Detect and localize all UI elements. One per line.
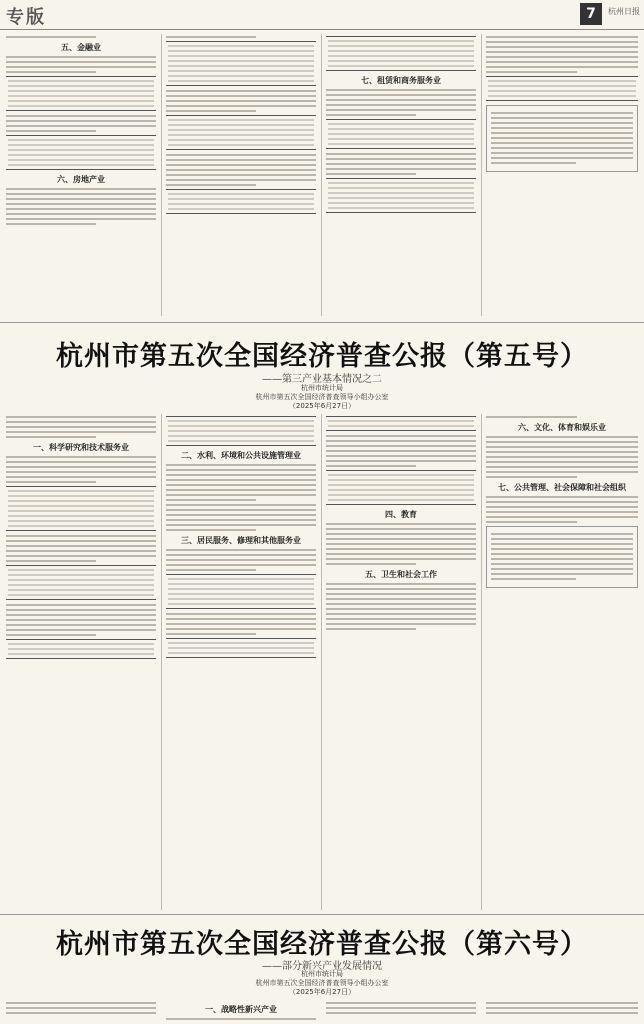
paragraph [486, 1002, 638, 1014]
bulletin-6-issuer-office: 杭州市第五次全国经济普查领导小组办公室 [255, 979, 389, 987]
column-divider [481, 414, 482, 910]
paragraph [326, 153, 476, 175]
bottom-column-1 [6, 1000, 156, 1022]
bulletin-6-date: （2025年6月27日） [288, 988, 356, 996]
paragraph [166, 613, 316, 635]
upper-column-1 [6, 34, 156, 316]
paragraph [486, 36, 638, 73]
masthead [0, 0, 644, 30]
paragraph [166, 549, 316, 571]
page-number: 7 [580, 3, 602, 25]
paragraph [166, 1018, 316, 1020]
data-table [166, 574, 316, 609]
column-divider [321, 414, 322, 910]
bulletin-5-issuer-office: 杭州市第五次全国经济普查领导小组办公室 [255, 393, 389, 401]
paragraph [6, 1002, 156, 1014]
bottom-column-2 [166, 1000, 316, 1022]
bottom-column-4 [486, 1000, 638, 1022]
paragraph [6, 535, 156, 562]
bulletin-5-date: （2025年6月27日） [288, 402, 356, 410]
bulletin-6-subtitle: ——部分新兴产业发展情况 [262, 961, 382, 972]
paragraph [6, 115, 156, 132]
data-table [166, 41, 316, 86]
section-heading: 七、公共管理、社会保障和社会组织 [498, 483, 626, 492]
data-table [166, 416, 316, 446]
paragraph [166, 154, 316, 186]
paragraph [166, 464, 316, 501]
section-tag: 专版 [6, 7, 46, 28]
data-table [6, 76, 156, 111]
column-divider [161, 414, 162, 910]
data-table [166, 638, 316, 658]
bulletin-5-issuer: 杭州市统计局 [301, 384, 343, 392]
section-heading: 五、金融业 [61, 43, 101, 52]
upper-column-2 [166, 34, 316, 316]
section-heading: 五、卫生和社会工作 [365, 570, 437, 579]
bulletin-6-issuer: 杭州市统计局 [301, 970, 343, 978]
middle-column-3 [326, 414, 476, 910]
paragraph [6, 456, 156, 483]
paragraph [326, 89, 476, 116]
section-rule [0, 914, 644, 915]
data-table [6, 135, 156, 170]
paragraph [486, 436, 638, 478]
section-heading: 三、居民服务、修理和其他服务业 [181, 536, 301, 545]
section-heading: 一、科学研究和技术服务业 [33, 443, 129, 452]
paragraph [486, 416, 638, 418]
middle-column-2 [166, 414, 316, 910]
paragraph [6, 56, 156, 73]
section-heading: 四、教育 [385, 510, 417, 519]
column-divider [481, 34, 482, 316]
paragraph [326, 523, 476, 565]
section-heading: 七、租赁和商务服务业 [361, 76, 441, 85]
paragraph [486, 496, 638, 523]
notes-box [486, 526, 638, 588]
upper-column-4 [486, 34, 638, 316]
paragraph [166, 504, 316, 531]
paragraph [6, 416, 156, 438]
bulletin-5-title: 杭州市第五次全国经济普查公报（第五号） [56, 341, 588, 372]
paragraph [326, 435, 476, 467]
middle-column-1 [6, 414, 156, 910]
column-divider [161, 34, 162, 316]
data-table [486, 76, 638, 101]
section-heading: 二、水利、环境和公共设施管理业 [181, 451, 301, 460]
paragraph [326, 583, 476, 630]
section-rule [0, 322, 644, 323]
data-table [326, 178, 476, 213]
paragraph [6, 188, 156, 225]
data-table [6, 565, 156, 600]
data-table [326, 119, 476, 149]
paragraph [166, 90, 316, 112]
data-table [6, 639, 156, 659]
data-table [6, 486, 156, 531]
data-table [326, 36, 476, 71]
middle-column-4 [486, 414, 638, 910]
column-divider [321, 34, 322, 316]
section-heading: 六、房地产业 [57, 175, 105, 184]
data-table [166, 189, 316, 214]
section-heading: 六、文化、体育和娱乐业 [518, 423, 606, 432]
bulletin-6-title: 杭州市第五次全国经济普查公报（第六号） [56, 929, 588, 960]
bulletin-5-subtitle: ——第三产业基本情况之二 [262, 374, 382, 385]
data-table [326, 470, 476, 505]
bottom-column-3 [326, 1000, 476, 1022]
section-heading: 一、战略性新兴产业 [205, 1005, 277, 1014]
paragraph [326, 1002, 476, 1014]
data-table [326, 416, 476, 431]
upper-column-3 [326, 34, 476, 316]
data-table [166, 115, 316, 150]
paper-logo: 杭州日报 [608, 7, 640, 16]
paragraph [6, 604, 156, 636]
notes-box [486, 105, 638, 172]
